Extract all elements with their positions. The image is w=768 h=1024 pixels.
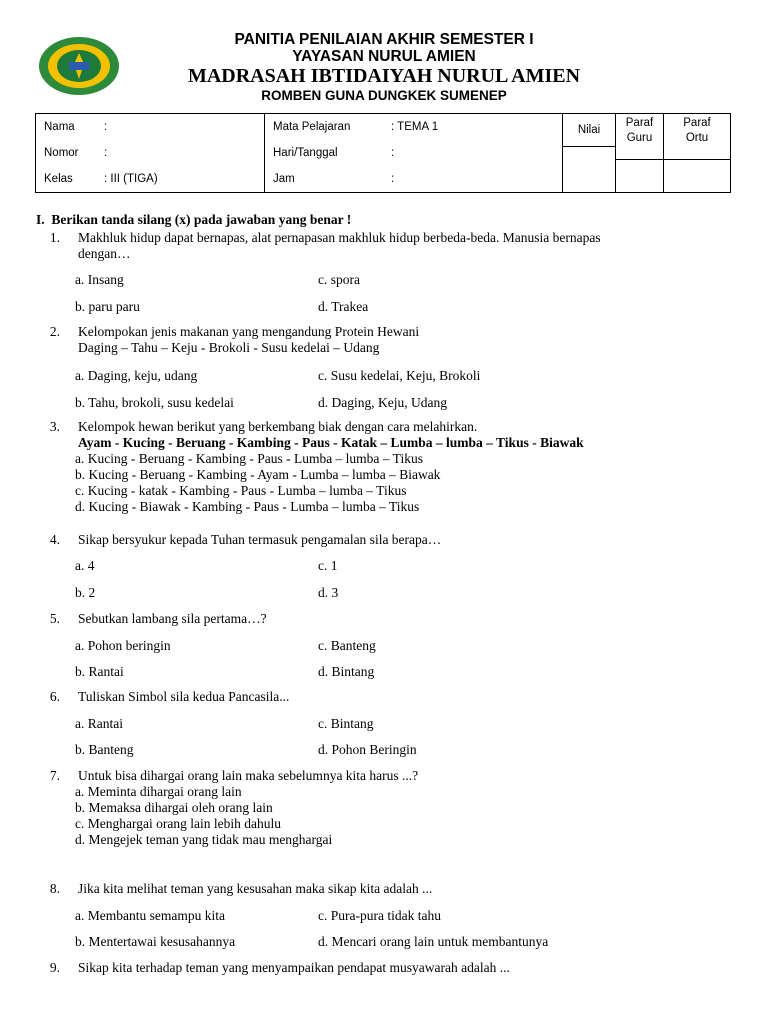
option-b[interactable]: b. 2 xyxy=(75,585,96,600)
option-d[interactable]: d. Bintang xyxy=(318,664,375,679)
option-a[interactable]: a. Membantu semampu kita xyxy=(75,908,225,923)
question-number: 4. xyxy=(49,532,60,547)
question-number: 3. xyxy=(49,419,60,434)
hari-field[interactable]: : xyxy=(391,147,395,159)
nomor-field[interactable]: : xyxy=(104,147,108,159)
question-text-line2: Daging – Tahu – Keju - Brokoli - Susu kedelai – Udang xyxy=(78,340,380,355)
question-text: Untuk bisa dihargai orang lain maka sebelumnya kita harus ...? xyxy=(78,768,419,783)
kelas-value: : III (TIGA) xyxy=(104,173,158,185)
question-text: Makhluk hidup dapat bernapas, alat pernapasan makhluk hidup berbeda-beda. Manusia bernapas xyxy=(78,230,601,245)
question-number: 1. xyxy=(49,230,60,245)
question-number: 8. xyxy=(49,881,60,896)
question-text: Sikap kita terhadap teman yang menyampaikan pendapat musyawarah adalah ... xyxy=(78,960,510,975)
option-d[interactable]: d. 3 xyxy=(318,585,339,600)
option-a[interactable]: a. 4 xyxy=(75,558,95,573)
nilai-label: Nilai xyxy=(577,124,601,136)
paraf-guru-box[interactable] xyxy=(616,159,663,190)
question-text: Kelompok hewan berikut yang berkembang biak dengan cara melahirkan. xyxy=(78,419,478,434)
nilai-cell xyxy=(563,114,616,193)
paraf-guru-cell xyxy=(616,114,664,193)
option-b[interactable]: b. paru paru xyxy=(75,299,140,314)
section-title: Berikan tanda silang (x) pada jawaban yang benar ! xyxy=(51,212,352,227)
option-c[interactable]: c. Pura-pura tidak tahu xyxy=(318,908,441,923)
option-b[interactable]: b. Tahu, brokoli, susu kedelai xyxy=(75,395,234,410)
option-c[interactable]: c. 1 xyxy=(318,558,338,573)
option-d[interactable]: d. Pohon Beringin xyxy=(318,742,417,757)
nama-field[interactable]: : xyxy=(104,121,108,133)
option-b[interactable]: b. Kucing - Beruang - Kambing - Ayam - Lumba – lumba – Biawak xyxy=(75,467,441,482)
question-number: 5. xyxy=(49,611,60,626)
question-text: Tuliskan Simbol sila kedua Pancasila... xyxy=(78,689,290,704)
student-info-table xyxy=(35,113,731,193)
option-d[interactable]: d. Daging, Keju, Udang xyxy=(318,395,447,410)
nama-label: Nama xyxy=(44,121,75,133)
school-address: ROMBEN GUNA DUNGKEK SUMENEP xyxy=(261,88,507,103)
option-c[interactable]: c. Bintang xyxy=(318,716,374,731)
option-a[interactable]: a. Meminta dihargai orang lain xyxy=(75,784,242,799)
option-a[interactable]: a. Pohon beringin xyxy=(75,638,171,653)
question-number: 7. xyxy=(49,768,60,783)
option-d[interactable]: d. Kucing - Biawak - Kambing - Paus - Lumba – lumba – Tikus xyxy=(75,499,420,514)
option-b[interactable]: b. Memaksa dihargai oleh orang lain xyxy=(75,800,273,815)
nomor-label: Nomor xyxy=(44,147,79,159)
section-roman: I. xyxy=(36,212,45,227)
question-text: Sebutkan lambang sila pertama…? xyxy=(78,611,267,626)
jam-label: Jam xyxy=(273,173,295,185)
exam-info-cell xyxy=(265,114,563,193)
option-c[interactable]: c. Banteng xyxy=(318,638,376,653)
option-c[interactable]: c. spora xyxy=(318,272,360,287)
foundation-name: YAYASAN NURUL AMIEN xyxy=(292,48,476,65)
option-b[interactable]: b. Rantai xyxy=(75,664,124,679)
question-text: Kelompokan jenis makanan yang mengandung Protein Hewani xyxy=(78,324,420,339)
option-d[interactable]: d. Mencari orang lain untuk membantunya xyxy=(318,934,549,949)
question-text: Jika kita melihat teman yang kesusahan maka sikap kita adalah ... xyxy=(78,881,433,896)
school-name: MADRASAH IBTIDAIYAH NURUL AMIEN xyxy=(187,65,581,87)
paraf-ortu-cell xyxy=(664,114,731,193)
option-c[interactable]: c. Kucing - katak - Kambing - Paus - Lumba – lumba – Tikus xyxy=(75,483,407,498)
option-a[interactable]: a. Insang xyxy=(75,272,124,287)
question-number: 6. xyxy=(49,689,60,704)
option-c[interactable]: c. Susu kedelai, Keju, Brokoli xyxy=(318,368,481,383)
paraf-ortu-box[interactable] xyxy=(664,159,730,190)
question-number: 2. xyxy=(49,324,60,339)
option-a[interactable]: a. Kucing - Beruang - Kambing - Paus - Lumba – lumba – Tikus xyxy=(75,451,423,466)
option-a[interactable]: a. Daging, keju, udang xyxy=(75,368,198,383)
committee-title: PANITIA PENILAIAN AKHIR SEMESTER I xyxy=(234,31,534,48)
jam-field[interactable]: : xyxy=(391,173,395,185)
option-c[interactable]: c. Menghargai orang lain lebih dahulu xyxy=(75,816,281,831)
paraf-guru-label-1: Paraf xyxy=(625,117,654,129)
question-text-line2: dengan… xyxy=(78,246,131,261)
kelas-label: Kelas xyxy=(44,173,73,185)
student-info-cell xyxy=(36,114,265,193)
question-number: 9. xyxy=(49,960,60,975)
option-b[interactable]: b. Mentertawai kesusahannya xyxy=(75,934,236,949)
mapel-label: Mata Pelajaran xyxy=(273,121,351,133)
option-b[interactable]: b. Banteng xyxy=(75,742,134,757)
nilai-box[interactable] xyxy=(563,146,615,190)
hari-label: Hari/Tanggal xyxy=(273,147,338,159)
section-heading xyxy=(36,212,351,228)
question-text-line2: Ayam - Kucing - Beruang - Kambing - Paus - Katak – Lumba – lumba – Tikus - Biawak xyxy=(78,435,584,450)
mapel-value: : TEMA 1 xyxy=(391,121,439,133)
paraf-ortu-label-1: Paraf xyxy=(683,117,711,129)
option-a[interactable]: a. Rantai xyxy=(75,716,123,731)
option-d[interactable]: d. Mengejek teman yang tidak mau menghargai xyxy=(75,832,333,847)
paraf-ortu-label-2: Ortu xyxy=(685,132,709,144)
question-text: Sikap bersyukur kepada Tuhan termasuk pengamalan sila berapa… xyxy=(78,532,442,547)
paraf-guru-label-2: Guru xyxy=(626,132,653,144)
option-d[interactable]: d. Trakea xyxy=(318,299,369,314)
